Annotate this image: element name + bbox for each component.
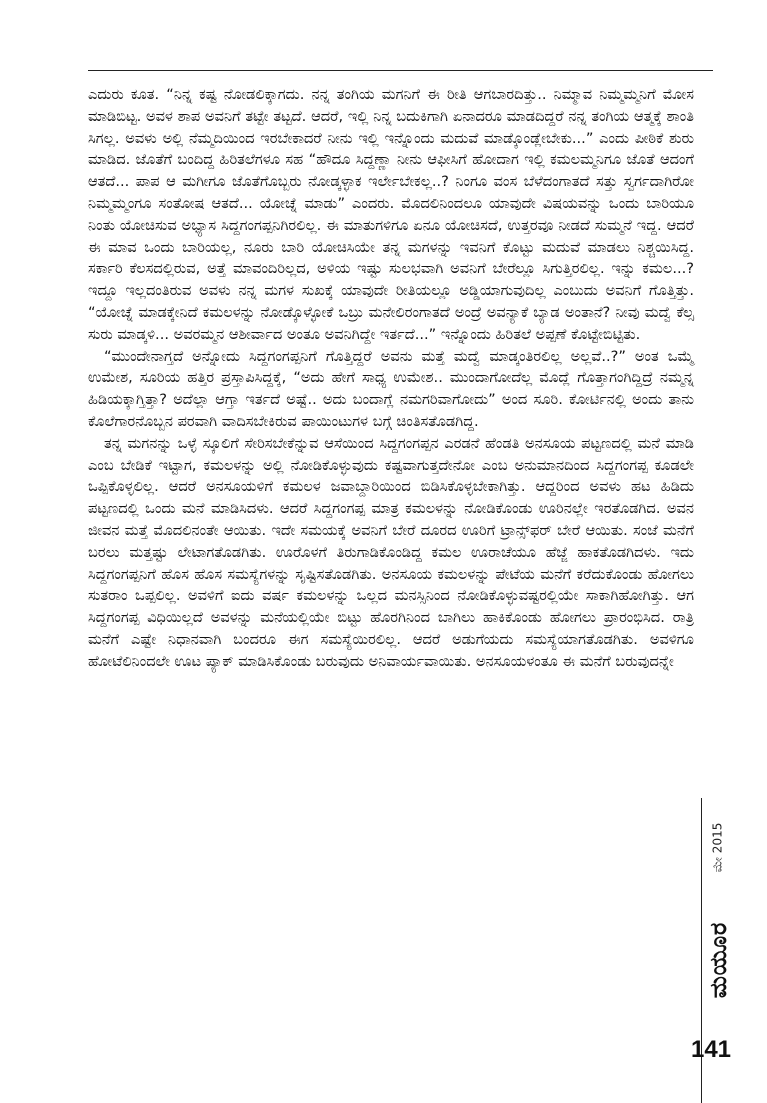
page-number: 141 [690,1036,732,1063]
paragraph: ತನ್ನ ಮಗನನ್ನು ಒಳ್ಳೆ ಸ್ಕೂಲಿಗೆ ಸೇರಿಸಬೇಕೆನ್ನುವ ಆಸೆಯಿಂದ ಸಿದ್ದಗಂಗಪ್ಪನ ಎರಡನೆ ಹೆಂಡತಿ ಅನಸೂಯ ಪಟ್ಟಣದಲ್ಲಿ ಮನೆ ಮಾಡಿ ಎಂಬ ಬೇಡಿಕೆ ಇಟ್ಟಾಗ, ಕಮಲಳನ್ನು ಅಲ್ಲಿ ನೋಡಿಕೊಳ್ಳುವುದು ಕಷ್ಟವಾಗುತ್ತದೇನೋ ಎಂಬ ಅನುಮಾನದಿಂದ ಸಿದ್ದಗಂಗಪ್ಪ ಕೂಡಲೇ ಒಪ್ಪಿಕೊಳ್ಳಲಿಲ್ಲ. ಆದರೆ ಅನಸೂಯಳಿಗೆ ಕಮಲಳ ಜವಾಬ್ದಾರಿಯಿಂದ ಬಿಡಿಸಿಕೊಳ್ಳಬೇಕಾಗಿತ್ತು. ಆದ್ದರಿಂದ ಅವಳು ಹಟ ಹಿಡಿದು ಪಟ್ಟಣದಲ್ಲಿ ಒಂದು ಮನೆ ಮಾಡಿಸಿದಳು. ಆದರೆ ಸಿದ್ದಗಂಗಪ್ಪ ಮಾತ್ರ ಕಮಲಳನ್ನು ನೋಡಿಕೊಂಡು ಊರಿನಲ್ಲೇ ಇರತೊಡಗಿದ. ಅವನ ಜೀವನ ಮತ್ತೆ ಮೊದಲಿನಂತೇ ಆಯಿತು. ಇದೇ ಸಮಯಕ್ಕೆ ಅವನಿಗೆ ಬೇರೆ ದೂರದ ಊರಿಗೆ ಟ್ರಾನ್ಸ್‌ಫರ್ ಬೇರೆ ಆಯಿತು. ಸಂಜೆ ಮನೆಗೆ ಬರಲು ಮತ್ತಷ್ಟು ಲೇಟಾಗತೊಡಗಿತು. ಊರೊಳಗೆ ತಿರುಗಾಡಿಕೊಂಡಿದ್ದ ಕಮಲ ಊರಾಚೆಯೂ ಹೆಜ್ಜೆ ಹಾಕತೊಡಗಿದಳು. ಇದು ಸಿದ್ದಗಂಗಪ್ಪನಿಗೆ ಹೊಸ ಹೊಸ ಸಮಸ್ಯೆಗಳನ್ನು ಸೃಷ್ಟಿಸತೊಡಗಿತು. ಅನಸೂಯ ಕಮಲಳನ್ನು ಪೇಟೆಯ ಮನೆಗೆ ಕರೆದುಕೊಂಡು ಹೋಗಲು ಸುತರಾಂ ಒಪ್ಪಲಿಲ್ಲ. ಅವಳಿಗೆ ಐದು ವರ್ಷ ಕಮಲಳನ್ನು ಒಲ್ಲದ ಮನಸ್ಸಿನಿಂದ ನೋಡಿಕೊಳ್ಳುವಷ್ಟರಲ್ಲಿಯೇ ಸಾಕಾಗಿಹೋಗಿತ್ತು. ಆಗ ಸಿದ್ದಗಂಗಪ್ಪ ವಿಧಿಯಿಲ್ಲದೆ ಅವಳನ್ನು ಮನೆಯಲ್ಲಿಯೇ ಬಿಟ್ಟು ಹೊರಗಿನಿಂದ ಬಾಗಿಲು ಹಾಕಿಕೊಂಡು ಹೋಗಲು ಪ್ರಾರಂಭಿಸಿದ. ರಾತ್ರಿ ಮನೆಗೆ ಎಷ್ಟೇ ನಿಧಾನವಾಗಿ ಬಂದರೂ ಈಗ ಸಮಸ್ಯೆಯಿರಲಿಲ್ಲ. ಆದರೆ ಅಡುಗೆಯದು ಸಮಸ್ಯೆಯಾಗತೊಡಗಿತು. ಅವಳಿಗೂ ಹೋಟೆಲಿನಿಂದಲೇ ಊಟ ಪ್ಯಾಕ್ ಮಾಡಿಸಿಕೊಂಡು ಬರುವುದು ಅನಿವಾರ್ಯವಾಯಿತು. ಅನಸೂಯಳಂತೂ ಈ ಮನೆಗೆ ಬರುವುದನ್ನೇ [88,434,694,670]
issue-date [706,800,730,895]
article-body [88,84,694,673]
paragraph: ಎದುರು ಕೂತ. “ನಿನ್ನ ಕಷ್ಟ ನೋಡಲಿಕ್ಕಾಗದು. ನನ್ನ ತಂಗಿಯ ಮಗನಿಗೆ ಈ ರೀತಿ ಆಗಬಾರದಿತ್ತು.. ನಿಮ್ಮಾವ ನಿಮ್ಮಮ್ಮನಿಗೆ ಮೋಸ ಮಾಡಿಬಿಟ್ಟ. ಅವಳ ಶಾಪ ಅವನಿಗೆ ತಟ್ಟೇ ತಟ್ಟದೆ. ಆದರೆ, ಇಲ್ಲಿ ನಿನ್ನ ಬದುಕಿಗಾಗಿ ಏನಾದರೂ ಮಾಡದಿದ್ದರೆ ನನ್ನ ತಂಗಿಯ ಆತ್ಮಕ್ಕೆ ಶಾಂತಿ ಸಿಗಲ್ಲ. ಅವಳು ಅಲ್ಲಿ ನೆಮ್ಮದಿಯಿಂದ ಇರಬೇಕಾದರೆ ನೀನು ಇಲ್ಲಿ ಇನ್ನೊಂದು ಮದುವೆ ಮಾಡ್ಕೊಂಡ್ಲೇಬೇಕು...” ಎಂದು ಪೀಠಿಕೆ ಶುರು ಮಾಡಿದ. ಜೊತೆಗೆ ಬಂದಿದ್ದ ಹಿರಿತಲೆಗಳೂ ಸಹ “ಹೌದೂ ಸಿದ್ದಣ್ಣಾ ನೀನು ಆಫೀಸಿಗೆ ಹೋದಾಗ ಇಲ್ಲಿ ಕಮಲಮ್ಮನಿಗೂ ಜೊತೆ ಆದಂಗೆ ಆತದೆ... ಪಾಪ ಆ ಮಗೀಗೂ ಜೊತೆಗೊಬ್ಬರು ನೋಡ್ಕಳ್ಳಾಕ ಇರ್ಲೇಬೇಕಲ್ಲ..? ನಿಂಗೂ ವಂಸ ಬೆಳೆದಂಗಾತದೆ ಸತ್ತು ಸ್ವರ್ಗದಾಗಿರೋ ನಿಮ್ಮಮ್ಮಂಗೂ ಸಂತೋಷ ಆತದೆ... ಯೋಚ್ನೆ ಮಾಡು” ಎಂದರು. ಮೊದಲಿನಿಂದಲೂ ಯಾವುದೇ ವಿಷಯವನ್ನು ಒಂದು ಬಾರಿಯೂ ನಿಂತು ಯೋಚಿಸುವ ಅಭ್ಯಾಸ ಸಿದ್ದಗಂಗಪ್ಪನಿಗಿರಲಿಲ್ಲ. ಈ ಮಾತುಗಳಿಗೂ ಏನೂ ಯೋಚಿಸದೆ, ಉತ್ತರವೂ ನೀಡದೆ ಸುಮ್ಮನೆ ಇದ್ದ. ಆದರೆ ಈ ಮಾವ ಒಂದು ಬಾರಿಯಲ್ಲ, ನೂರು ಬಾರಿ ಯೋಚಿಸಿಯೇ ತನ್ನ ಮಗಳನ್ನು ಇವನಿಗೆ ಕೊಟ್ಟು ಮದುವೆ ಮಾಡಲು ನಿಶ್ಚಯಿಸಿದ್ದ. ಸರ್ಕಾರಿ ಕೆಲಸದಲ್ಲಿರುವ, ಅತ್ತೆ ಮಾವಂದಿರಿಲ್ಲದ, ಅಳಿಯ ಇಷ್ಟು ಸುಲಭವಾಗಿ ಅವನಿಗೆ ಬೇರೆಲ್ಲೂ ಸಿಗುತ್ತಿರಲಿಲ್ಲ. ಇನ್ನು ಕಮಲ...? ಇದ್ದೂ ಇಲ್ಲದಂತಿರುವ ಅವಳು ನನ್ನ ಮಗಳ ಸುಖಕ್ಕೆ ಯಾವುದೇ ರೀತಿಯಲ್ಲೂ ಅಡ್ಡಿಯಾಗುವುದಿಲ್ಲ ಎಂಬುದು ಅವನಿಗೆ ಗೊತ್ತಿತ್ತು. “ಯೋಚ್ನೆ ಮಾಡಕ್ಕೇನಿದೆ ಕಮಲಳನ್ನು ನೋಡ್ಕೊಳ್ಳೋಕೆ ಒಬ್ರು ಮನೇಲಿರಂಗಾತದೆ ಅಂದ್ರೆ ಅವನ್ಯಾಕೆ ಬ್ಯಾಡ ಅಂತಾನೆ? ನೀವು ಮದ್ವೆ ಕೆಲ್ಸ ಸುರು ಮಾಡ್ಕಳಿ... ಅವರಮ್ಮನ ಆಶೀರ್ವಾದ ಅಂತೂ ಅವನಿಗಿದ್ದೇ ಇರ್ತದೆ...” ಇನ್ನೊಂದು ಹಿರಿತಲೆ ಅಪ್ಪಣೆ ಕೊಟ್ಟೇಬಿಟ್ಟಿತು. [88,86,695,343]
top-rule [88,70,713,71]
magazine-logo [704,885,734,1035]
paragraph: “ಮುಂದೇನಾಗ್ತದೆ ಅನ್ನೋದು ಸಿದ್ದಗಂಗಪ್ಪನಿಗೆ ಗೊತ್ತಿದ್ದರೆ ಅವನು ಮತ್ತೆ ಮದ್ವೆ ಮಾಡ್ಕಂತಿರಲಿಲ್ಲ ಅಲ್ಲವೆ..?” ಅಂತ ಒಮ್ಮೆ ಉಮೇಶ, ಸೂರಿಯ ಹತ್ತಿರ ಪ್ರಸ್ತಾಪಿಸಿದ್ದಕ್ಕೆ, “ಅದು ಹೇಗೆ ಸಾಧ್ಯ ಉಮೇಶ.. ಮುಂದಾಗೋದೆಲ್ಲ ಮೊದ್ಲೆ ಗೊತ್ತಾಗಂಗಿದ್ದಿದ್ರೆ ನಮ್ಮನ್ನ ಹಿಡಿಯಕ್ಕಾಗ್ತಿತ್ತಾ? ಅದೆಲ್ಲಾ ಆಗ್ತಾ ಇರ್ತದೆ ಅಷ್ಟೆ.. ಅದು ಬಂದಾಗ್ಲೆ ನಮಗರಿವಾಗೋದು” ಅಂದ ಸೂರಿ. ಕೋರ್ಟಿನಲ್ಲಿ ಅಂದು ತಾನು ಕೊಲೆಗಾರನೊಬ್ಬನ ಪರವಾಗಿ ವಾದಿಸಬೇಕಿರುವ ಪಾಯಿಂಟುಗಳ ಬಗ್ಗೆ ಚಿಂತಿಸತೊಡಗಿದ್ದ. [88,347,694,430]
magazine-logo-text: ಮಯೂರ [706,921,733,999]
issue-date-text: ಮೇ 2015 [710,822,725,873]
